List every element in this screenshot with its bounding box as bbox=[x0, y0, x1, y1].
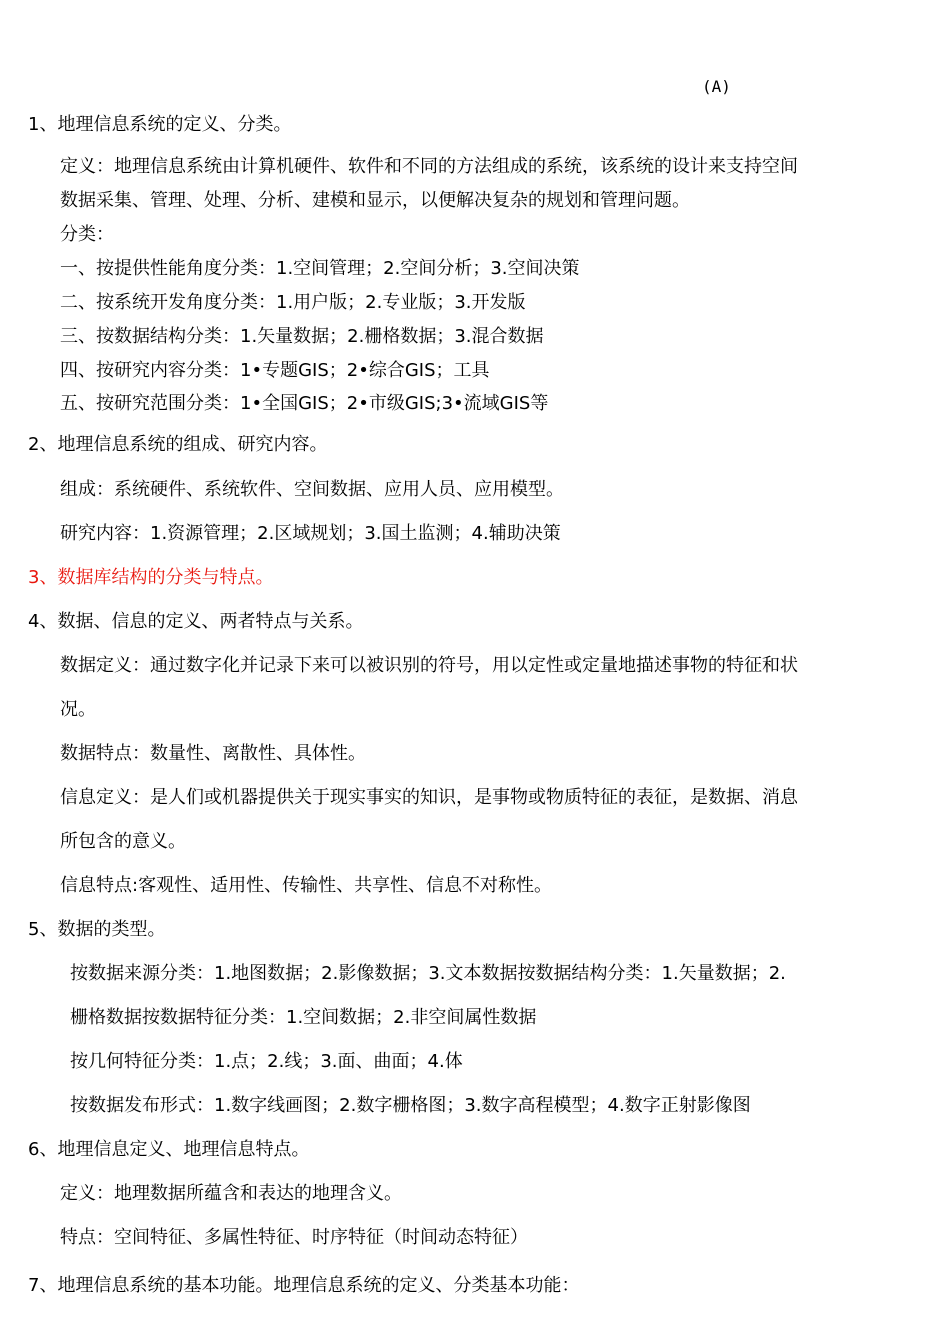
data-type-line-4: 按数据发布形式：1.数字线画图；2.数字栅格图；3.数字高程模型；4.数字正射影像图 bbox=[70, 1095, 751, 1116]
geo-info-features-line: 特点：空间特征、多属性特征、时序特征（时间动态特征） bbox=[60, 1227, 528, 1248]
geo-info-definition-line: 定义：地理数据所蕴含和表达的地理含义。 bbox=[60, 1183, 402, 1204]
data-features-line: 数据特点：数量性、离散性、具体性。 bbox=[60, 743, 366, 764]
information-definition-line-1: 信息定义：是人们或机器提供关于现实事实的知识，是事物或物质特征的表征，是数据、消息 bbox=[60, 787, 798, 808]
data-type-line-2: 栅格数据按数据特征分类：1.空间数据；2.非空间属性数据 bbox=[70, 1007, 537, 1028]
section-1-heading: 1、地理信息系统的定义、分类。 bbox=[28, 114, 292, 135]
information-definition-line-2: 所包含的意义。 bbox=[60, 831, 186, 852]
research-content-line: 研究内容：1.资源管理；2.区域规划；3.国土监测；4.辅助决策 bbox=[60, 523, 561, 544]
classification-item-2: 二、按系统开发角度分类：1.用户版；2.专业版；3.开发版 bbox=[60, 292, 526, 313]
page-marker: (A) bbox=[702, 77, 731, 96]
section-2-heading: 2、地理信息系统的组成、研究内容。 bbox=[28, 434, 328, 455]
data-type-line-3: 按几何特征分类：1.点；2.线；3.面、曲面；4.体 bbox=[70, 1051, 463, 1072]
section-5-heading: 5、数据的类型。 bbox=[28, 919, 166, 940]
information-features-line: 信息特点:客观性、适用性、传输性、共享性、信息不对称性。 bbox=[60, 875, 553, 896]
definition-line-2: 数据采集、管理、处理、分析、建模和显示，以便解决复杂的规划和管理问题。 bbox=[60, 190, 690, 211]
classification-item-4: 四、按研究内容分类：1•专题GIS；2•综合GIS；工具 bbox=[60, 360, 490, 381]
classification-label: 分类： bbox=[60, 224, 114, 245]
definition-line-1: 定义：地理信息系统由计算机硬件、软件和不同的方法组成的系统，该系统的设计来支持空间 bbox=[60, 156, 798, 177]
section-3-heading: 3、数据库结构的分类与特点。 bbox=[28, 567, 274, 588]
data-type-line-1: 按数据来源分类：1.地图数据；2.影像数据；3.文本数据按数据结构分类：1.矢量数据；2. bbox=[70, 963, 786, 984]
classification-item-1: 一、按提供性能角度分类：1.空间管理；2.空间分析；3.空间决策 bbox=[60, 258, 580, 279]
section-4-heading: 4、数据、信息的定义、两者特点与关系。 bbox=[28, 611, 364, 632]
section-7-heading: 7、地理信息系统的基本功能。地理信息系统的定义、分类基本功能： bbox=[28, 1275, 580, 1296]
composition-line: 组成：系统硬件、系统软件、空间数据、应用人员、应用模型。 bbox=[60, 479, 564, 500]
data-definition-line-2: 况。 bbox=[60, 699, 96, 720]
classification-item-3: 三、按数据结构分类：1.矢量数据；2.栅格数据；3.混合数据 bbox=[60, 326, 544, 347]
data-definition-line-1: 数据定义：通过数字化并记录下来可以被识别的符号，用以定性或定量地描述事物的特征和状 bbox=[60, 655, 798, 676]
classification-item-5: 五、按研究范围分类：1•全国GIS；2•市级GIS;3•流域GIS等 bbox=[60, 393, 549, 414]
section-6-heading: 6、地理信息定义、地理信息特点。 bbox=[28, 1139, 310, 1160]
